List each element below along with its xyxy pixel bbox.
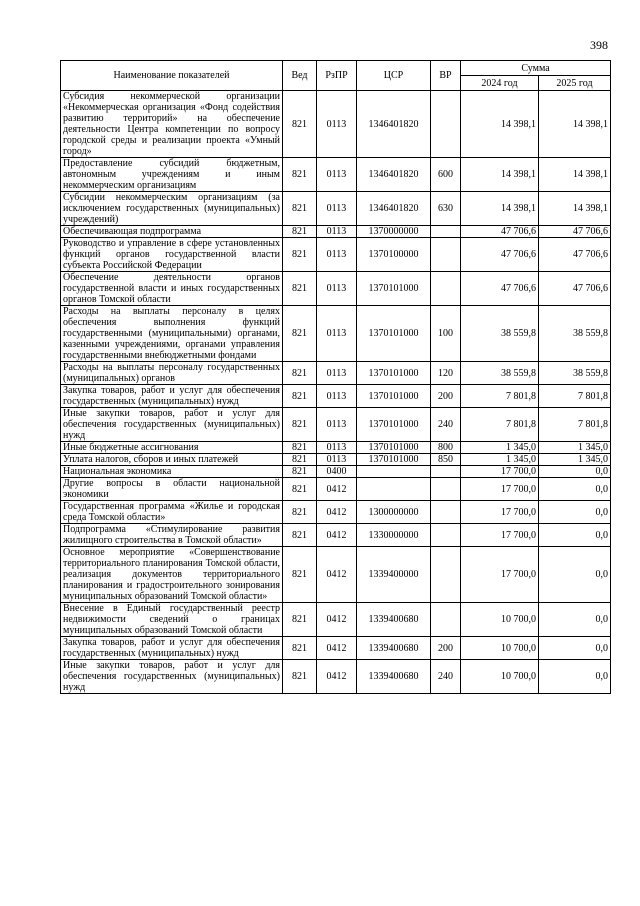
row-csr: 1370101000 [357,272,431,306]
row-csr: 1370100000 [357,238,431,272]
row-ved: 821 [283,385,317,408]
row-name: Подпрограмма «Стимулирование развития жилищного строительства в Томской области» [61,524,283,547]
row-sum-2024: 7 801,8 [461,385,539,408]
row-sum-2024: 47 706,6 [461,272,539,306]
row-csr: 1339400000 [357,547,431,603]
row-name: Субсидия некоммерческой организации «Некоммерческая организация «Фонд содействия развитию территорий» на обеспечение деятельности Центра компетенции по вопросу городской среды и реализации проекта «Умный город» [61,91,283,158]
table-row [61,238,611,272]
row-sum-2024: 7 801,8 [461,408,539,442]
row-sum-2025: 0,0 [539,466,611,478]
row-rzpr: 0113 [317,442,357,454]
row-rzpr: 0412 [317,524,357,547]
row-rzpr: 0412 [317,478,357,501]
row-name: Основное мероприятие «Совершенствование территориального планирования Томской области, реализация документов территориального планирования и градостроительного зонирования муниципальных образований Томской области» [61,547,283,603]
row-csr: 1300000000 [357,501,431,524]
row-csr: 1370101000 [357,442,431,454]
row-name: Уплата налогов, сборов и иных платежей [61,454,283,466]
row-vr: 600 [431,158,461,192]
row-sum-2024: 17 700,0 [461,501,539,524]
row-ved: 821 [283,158,317,192]
row-name: Другие вопросы в области национальной экономики [61,478,283,501]
header-vr: ВР [431,61,461,91]
row-name: Расходы на выплаты персоналу в целях обеспечения выполнения функций государственными (муниципальными) органами, казенными учреждениями, органами управления государственными внебюджетными фондами [61,306,283,362]
row-csr: 1370101000 [357,408,431,442]
row-rzpr: 0113 [317,272,357,306]
row-sum-2024: 47 706,6 [461,238,539,272]
row-vr [431,478,461,501]
row-vr [431,466,461,478]
row-sum-2024: 1 345,0 [461,454,539,466]
row-ved: 821 [283,637,317,660]
row-sum-2025: 7 801,8 [539,385,611,408]
row-ved: 821 [283,192,317,226]
row-sum-2024: 10 700,0 [461,637,539,660]
row-sum-2025: 0,0 [539,478,611,501]
row-ved: 821 [283,466,317,478]
table-row [61,158,611,192]
row-vr: 200 [431,385,461,408]
row-csr: 1370101000 [357,454,431,466]
table-body [61,91,611,694]
row-csr: 1339400680 [357,603,431,637]
row-sum-2024: 14 398,1 [461,91,539,158]
row-ved: 821 [283,603,317,637]
row-sum-2025: 47 706,6 [539,238,611,272]
row-ved: 821 [283,442,317,454]
row-sum-2024: 38 559,8 [461,362,539,385]
table-row [61,272,611,306]
row-sum-2025: 7 801,8 [539,408,611,442]
row-sum-2025: 0,0 [539,547,611,603]
row-vr: 200 [431,637,461,660]
row-sum-2024: 10 700,0 [461,603,539,637]
table-row [61,524,611,547]
row-rzpr: 0113 [317,362,357,385]
row-vr [431,501,461,524]
row-sum-2024: 17 700,0 [461,466,539,478]
row-name: Иные бюджетные ассигнования [61,442,283,454]
header-2024: 2024 год [461,76,539,91]
table-row [61,91,611,158]
row-vr [431,524,461,547]
row-name: Закупка товаров, работ и услуг для обеспечения государственных (муниципальных) нужд [61,385,283,408]
row-sum-2025: 1 345,0 [539,442,611,454]
row-csr: 1370101000 [357,306,431,362]
row-rzpr: 0412 [317,501,357,524]
row-vr [431,603,461,637]
table-row [61,362,611,385]
row-name: Предоставление субсидий бюджетным, автономным учреждениям и иным некоммерческим организациям [61,158,283,192]
header-ved: Вед [283,61,317,91]
row-csr [357,466,431,478]
row-rzpr: 0113 [317,158,357,192]
row-csr: 1339400680 [357,660,431,694]
row-vr: 100 [431,306,461,362]
row-rzpr: 0113 [317,238,357,272]
row-ved: 821 [283,501,317,524]
row-sum-2024: 14 398,1 [461,158,539,192]
table-row [61,603,611,637]
row-sum-2025: 1 345,0 [539,454,611,466]
row-vr: 240 [431,408,461,442]
row-vr: 120 [431,362,461,385]
header-rzpr: РзПР [317,61,357,91]
row-vr: 630 [431,192,461,226]
row-sum-2025: 14 398,1 [539,158,611,192]
row-name: Закупка товаров, работ и услуг для обеспечения государственных (муниципальных) нужд [61,637,283,660]
table-row [61,192,611,226]
row-name: Иные закупки товаров, работ и услуг для обеспечения государственных (муниципальных) нужд [61,408,283,442]
table-row [61,385,611,408]
row-rzpr: 0412 [317,660,357,694]
row-sum-2025: 14 398,1 [539,192,611,226]
row-sum-2025: 0,0 [539,501,611,524]
table-row [61,306,611,362]
row-rzpr: 0113 [317,454,357,466]
row-name: Субсидии некоммерческим организациям (за исключением государственных (муниципальных) учреждений) [61,192,283,226]
header-name: Наименование показателей [61,61,283,91]
table-row [61,454,611,466]
budget-table [60,60,611,694]
row-ved: 821 [283,478,317,501]
row-vr [431,547,461,603]
row-name: Обеспечение деятельности органов государственной власти и иных государственных органов Томской области [61,272,283,306]
row-rzpr: 0412 [317,603,357,637]
row-sum-2025: 47 706,6 [539,272,611,306]
table-row [61,466,611,478]
row-ved: 821 [283,306,317,362]
row-rzpr: 0113 [317,91,357,158]
row-sum-2025: 0,0 [539,660,611,694]
row-ved: 821 [283,547,317,603]
row-csr [357,478,431,501]
row-ved: 821 [283,91,317,158]
row-csr: 1346401820 [357,91,431,158]
header-2025: 2025 год [539,76,611,91]
row-sum-2025: 38 559,8 [539,362,611,385]
row-name: Расходы на выплаты персоналу государственных (муниципальных) органов [61,362,283,385]
row-sum-2025: 0,0 [539,524,611,547]
row-rzpr: 0113 [317,385,357,408]
header-csr: ЦСР [357,61,431,91]
row-sum-2025: 38 559,8 [539,306,611,362]
row-sum-2024: 17 700,0 [461,547,539,603]
row-sum-2024: 17 700,0 [461,478,539,501]
row-csr: 1370101000 [357,362,431,385]
row-name: Обеспечивающая подпрограмма [61,226,283,238]
row-vr [431,238,461,272]
table-row [61,442,611,454]
row-vr: 850 [431,454,461,466]
row-sum-2024: 1 345,0 [461,442,539,454]
row-csr: 1330000000 [357,524,431,547]
table-row [61,501,611,524]
row-sum-2025: 0,0 [539,637,611,660]
table-row [61,547,611,603]
row-ved: 821 [283,454,317,466]
row-sum-2024: 14 398,1 [461,192,539,226]
row-rzpr: 0412 [317,547,357,603]
row-sum-2024: 10 700,0 [461,660,539,694]
row-csr: 1370000000 [357,226,431,238]
row-sum-2024: 17 700,0 [461,524,539,547]
row-rzpr: 0113 [317,306,357,362]
table-row [61,660,611,694]
row-rzpr: 0113 [317,192,357,226]
row-vr [431,272,461,306]
row-csr: 1370101000 [357,385,431,408]
row-csr: 1346401820 [357,192,431,226]
row-ved: 821 [283,524,317,547]
row-ved: 821 [283,408,317,442]
row-sum-2025: 0,0 [539,603,611,637]
table-row [61,408,611,442]
row-name: Руководство и управление в сфере установленных функций органов государственной власти субъекта Российской Федерации [61,238,283,272]
row-name: Государственная программа «Жилье и городская среда Томской области» [61,501,283,524]
row-vr [431,91,461,158]
row-vr: 240 [431,660,461,694]
row-name: Иные закупки товаров, работ и услуг для обеспечения государственных (муниципальных) нужд [61,660,283,694]
header-sum: Сумма [461,61,611,76]
row-ved: 821 [283,272,317,306]
table-row [61,226,611,238]
row-vr: 800 [431,442,461,454]
row-sum-2024: 38 559,8 [461,306,539,362]
row-sum-2025: 47 706,6 [539,226,611,238]
row-ved: 821 [283,238,317,272]
row-sum-2024: 47 706,6 [461,226,539,238]
page-number: 398 [590,38,608,52]
row-ved: 821 [283,226,317,238]
table-row [61,478,611,501]
row-ved: 821 [283,362,317,385]
row-sum-2025: 14 398,1 [539,91,611,158]
row-rzpr: 0113 [317,226,357,238]
row-name: Национальная экономика [61,466,283,478]
row-name: Внесение в Единый государственный реестр недвижимости сведений о границах муниципальных образований Томской области [61,603,283,637]
row-rzpr: 0412 [317,637,357,660]
row-rzpr: 0113 [317,408,357,442]
row-rzpr: 0400 [317,466,357,478]
row-csr: 1339400680 [357,637,431,660]
row-ved: 821 [283,660,317,694]
table-row [61,637,611,660]
row-vr [431,226,461,238]
row-csr: 1346401820 [357,158,431,192]
